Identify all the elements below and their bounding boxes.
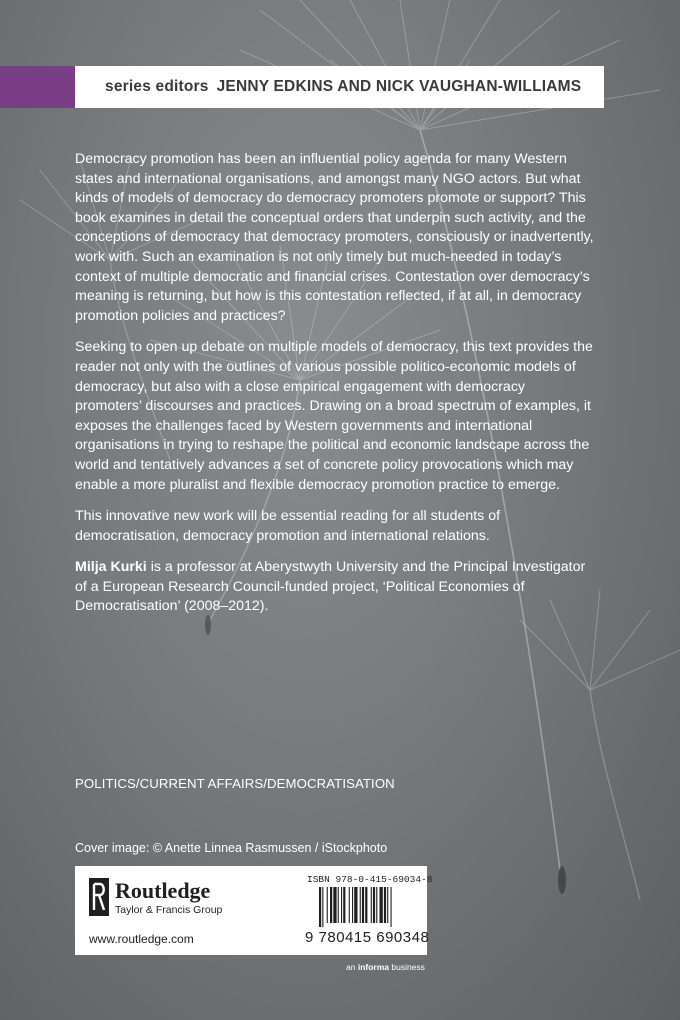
author-name: Milja Kurki (75, 559, 147, 576)
barcode-bar (327, 887, 328, 923)
series-editors-label: series editors (105, 78, 209, 95)
barcode-bar (360, 887, 361, 923)
isbn-digits: 9 780415 690348 (305, 929, 430, 946)
publisher-group: Taylor & Francis Group (115, 904, 223, 916)
barcode-bar (349, 887, 350, 923)
back-cover-blurb (75, 150, 595, 629)
barcode-bar (352, 887, 353, 923)
barcode-bar (373, 887, 375, 923)
barcode-bar (391, 887, 392, 927)
barcode-bar (380, 887, 383, 923)
isbn-block (305, 874, 433, 948)
routledge-r-icon (89, 878, 109, 916)
barcode-bar (338, 887, 339, 923)
informa-prefix: an (346, 962, 358, 972)
series-editors-names: JENNY EDKINS AND NICK VAUGHAN-WILLIAMS (216, 78, 582, 95)
barcode-bar (365, 887, 367, 923)
publisher-box (75, 866, 433, 955)
barcode-bar (371, 887, 372, 923)
barcode-bar (384, 887, 386, 923)
informa-tagline (346, 962, 425, 972)
barcode-bar (322, 887, 323, 927)
isbn-label: ISBN 978-0-415-69034-8 (307, 874, 433, 885)
blurb-paragraph-3: This innovative new work will be essential reading for all students of democratisation, democracy promotion and international relations. (75, 508, 501, 544)
barcode (319, 887, 419, 927)
blurb-paragraph-2: Seeking to open up debate on multiple models of democracy, this text provides the reader not only with the outlines of various possible politico-economic models of democracy, but also with a close empirical engagement with democracy promoters’ discourses and practices. Drawing on a broad spectrum of examples, it exposes the challenges faced by Western governments and international organisations in trying to reshape the political and economic landscape across the world and tentatively advances a set of concrete policy provocations which may enable a more pluralist and flexible democracy promotion practice to emerge. (75, 339, 593, 493)
barcode-bar (341, 887, 342, 923)
series-editors-bar (75, 66, 604, 108)
barcode-bar (362, 887, 364, 923)
subject-category: POLITICS/CURRENT AFFAIRS/DEMOCRATISATION (75, 776, 395, 791)
informa-suffix: business (389, 962, 425, 972)
barcode-bar (343, 887, 345, 923)
author-bio-text: is a professor at Aberystwyth University and the Principal Investigator of a European Research Council-funded project, ‘Political Economies of Democratisation’ (2008–2012). (75, 559, 586, 615)
barcode-bar (354, 887, 357, 923)
barcode-bar (333, 887, 336, 923)
barcode-bar (387, 887, 388, 923)
informa-brand: informa (357, 962, 389, 972)
barcode-bar (330, 887, 332, 923)
barcode-bar (319, 887, 321, 927)
publisher-url: www.routledge.com (89, 932, 194, 946)
author-bio (75, 558, 595, 617)
publisher-name: Routledge (115, 878, 211, 903)
cover-image-credit: Cover image: © Anette Linnea Rasmussen / iStockphoto (75, 841, 388, 855)
barcode-bar (376, 887, 377, 923)
blurb-paragraph-1: Democracy promotion has been an influential policy agenda for many Western states and international organisations, and amongst many NGO actors. But what kinds of models of democracy do democracy promoters promote or support? This book examines in detail the conceptual orders that underpin such activity, and the conceptions of democracy that democracy promoters, consciously or inadvertently, work with. Such an examination is not only timely but much-needed in today’s context of multiple democratic and financial crises. Contestation over democracy’s meaning is returning, but how is this contestation reflected, if at all, in democracy promotion policies and practices? (75, 151, 594, 324)
accent-tab (0, 66, 75, 108)
